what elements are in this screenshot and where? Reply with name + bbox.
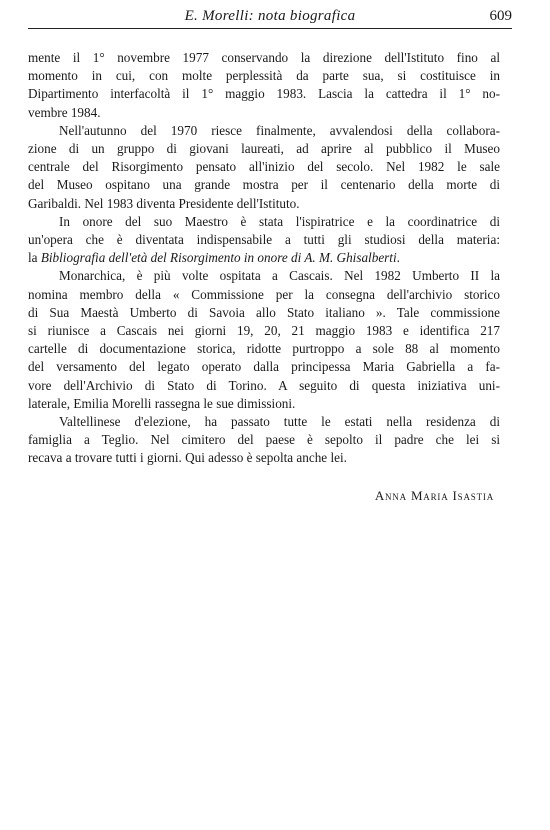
- text-line: Garibaldi. Nel 1983 diventa Presidente dell'Istituto.: [28, 195, 300, 211]
- text-line: nomina membro della « Commissione per la consegna dell'archivio storico: [28, 286, 500, 302]
- text-line: zione di un gruppo di giovani laureati, ad aprire al pubblico il Museo: [28, 141, 500, 157]
- text-line: Nell'autunno del 1970 riesce finalmente, avvalendosi della collabora-: [59, 122, 500, 138]
- paragraph-4: [28, 267, 500, 413]
- body-text: [28, 49, 500, 468]
- text-fragment: la: [28, 250, 38, 266]
- text-line: vembre 1984.: [28, 104, 101, 120]
- text-line: Dipartimento interfacoltà il 1° maggio 1983. Lascia la cattedra il 1° no-: [28, 86, 500, 102]
- book-title: Bibliografia dell'età del Risorgimento in onore di A. M. Ghisalberti: [40, 250, 397, 266]
- paragraph-2: [28, 122, 500, 213]
- text-line: momento in cui, con molte perplessità da parte sua, si costituisce in: [28, 68, 500, 84]
- text-line: Monarchica, è più volte ospitata a Cascais. Nel 1982 Umberto II la: [59, 268, 500, 284]
- text-line: Valtellinese d'elezione, ha passato tutte le estati nella residenza di: [59, 414, 500, 430]
- text-line: si riunisce a Cascais nei giorni 19, 20, 21 maggio 1983 e identifica 217: [28, 323, 500, 339]
- text-line: recava a trovare tutti i giorni. Qui adesso è sepolta anche lei.: [28, 450, 347, 466]
- text-line: del versamento del legato operato dalla principessa Maria Gabriella a fa-: [28, 359, 500, 375]
- running-title: E. Morelli: nota biografica: [184, 8, 356, 24]
- author-signature: Anna Maria Isastia: [374, 488, 494, 503]
- text-line: laterale, Emilia Morelli rassegna le sue dimissioni.: [28, 395, 296, 411]
- paragraph-1: [28, 49, 500, 122]
- text-line: cartelle di documentazione storica, ridotte purtroppo a sole 88 al momento: [28, 341, 500, 357]
- text-line: centrale del Risorgimento pensato all'inizio del secolo. Nel 1982 le sale: [28, 159, 500, 175]
- running-header: [28, 6, 512, 29]
- text-line: In onore del suo Maestro è stata l'ispiratrice e la coordinatrice di: [59, 213, 500, 229]
- paragraph-5: [28, 413, 500, 468]
- text-line: un'opera che è diventata indispensabile a tutti gli studiosi della materia:: [28, 232, 500, 248]
- text-line-with-title: [28, 249, 500, 267]
- page-number: 609: [489, 8, 512, 24]
- paragraph-3: [28, 213, 500, 268]
- text-line: del Museo ospitano una grande mostra per il centenario della morte di: [28, 177, 500, 193]
- text-line: famiglia a Teglio. Nel cimitero del paese è sepolto il padre che lei si: [28, 432, 500, 448]
- text-line: mente il 1° novembre 1977 conservando la direzione dell'Istituto fino al: [28, 50, 500, 65]
- text-line: di Sua Maestà Umberto di Savoia allo Stato italiano ». Tale commissione: [28, 304, 500, 320]
- text-fragment: .: [396, 250, 400, 266]
- text-line: vore dell'Archivio di Stato di Torino. A seguito di questa iniziativa uni-: [28, 377, 500, 393]
